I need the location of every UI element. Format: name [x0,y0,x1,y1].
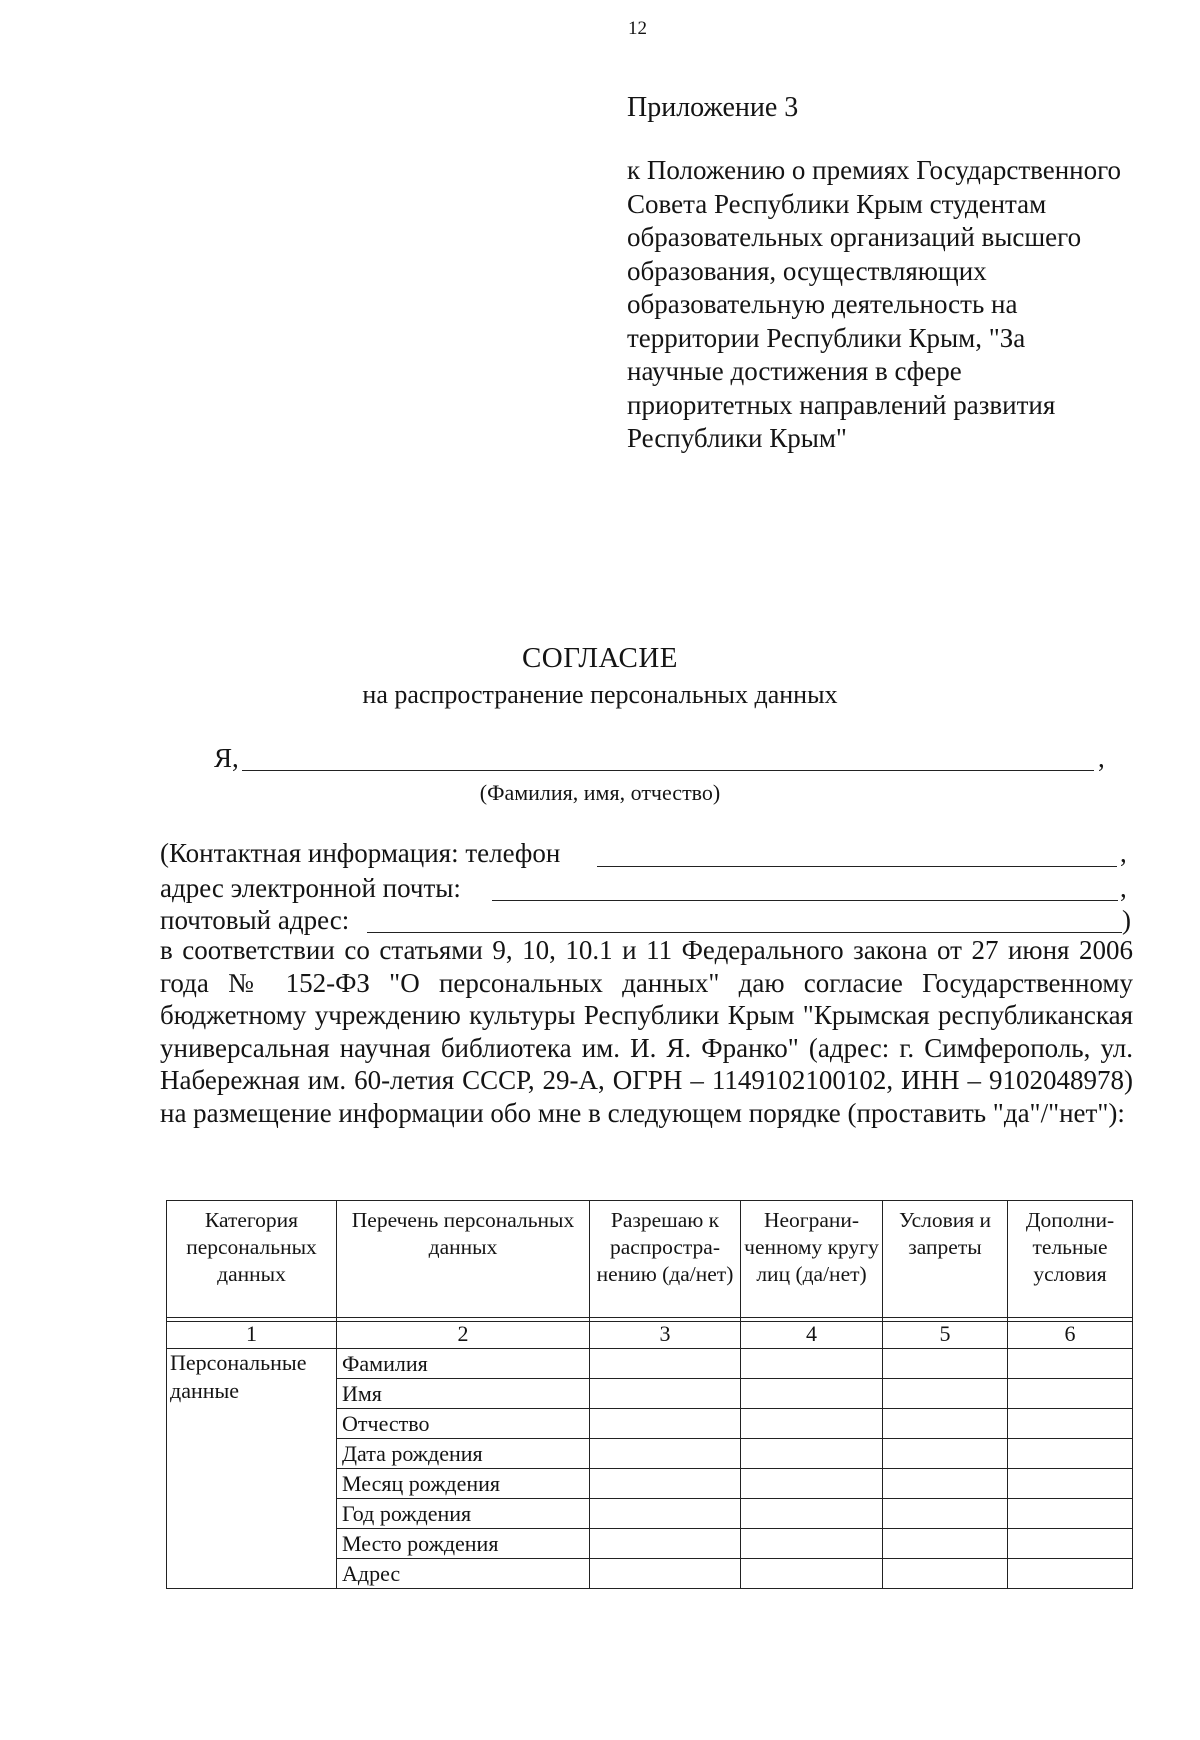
annex-title: Приложение 3 [627,92,799,123]
conditions-cell[interactable] [883,1439,1008,1469]
conditions-cell[interactable] [883,1499,1008,1529]
email-label: адрес электронной почты: [160,873,461,903]
allow-cell[interactable] [590,1409,741,1439]
postal-address-field[interactable] [367,932,1122,933]
consent-table-header [166,1200,1133,1322]
additional-cell[interactable] [1008,1349,1133,1379]
column-number: 2 [337,1318,590,1349]
header-category: Категория персональных данных [167,1201,337,1322]
header-allow: Разрешаю к распростра-нению (да/нет) [590,1201,741,1322]
header-unlimited: Неограни-ченному кругу лиц (да/нет) [741,1201,883,1322]
data-item: Отчество [337,1409,590,1439]
header-additional: Дополни-тельные условия [1008,1201,1133,1322]
unlimited-cell[interactable] [741,1469,883,1499]
allow-cell[interactable] [590,1499,741,1529]
conditions-cell[interactable] [883,1469,1008,1499]
additional-cell[interactable] [1008,1529,1133,1559]
page-number: 12 [628,18,647,39]
email-field[interactable] [492,900,1118,901]
column-number-row [167,1318,1133,1349]
unlimited-cell[interactable] [741,1439,883,1469]
full-name-field[interactable] [242,770,1094,771]
data-item: Год рождения [337,1499,590,1529]
column-number: 6 [1008,1318,1133,1349]
name-suffix: , [1098,743,1105,773]
unlimited-cell[interactable] [741,1499,883,1529]
data-item: Дата рождения [337,1439,590,1469]
additional-cell[interactable] [1008,1379,1133,1409]
annex-text: к Положению о премиях Государственного Совета Республики Крым студентам образовательных организаций высшего образования, осуществляющих образовательную деятельность на территории Республики Крым, "За научные достижения в сфере приоритетных направлений развития Республики Крым" [627,155,1122,453]
data-item: Адрес [337,1559,590,1589]
consent-table [166,1317,1133,1589]
conditions-cell[interactable] [883,1529,1008,1559]
data-item: Имя [337,1379,590,1409]
unlimited-cell[interactable] [741,1379,883,1409]
allow-cell[interactable] [590,1349,741,1379]
allow-cell[interactable] [590,1469,741,1499]
allow-cell[interactable] [590,1529,741,1559]
phone-suffix: , [1120,838,1127,868]
additional-cell[interactable] [1008,1409,1133,1439]
unlimited-cell[interactable] [741,1409,883,1439]
email-suffix: , [1120,873,1127,903]
header-conditions: Условия и запреты [883,1201,1008,1322]
header-data-list: Перечень персональных данных [337,1201,590,1322]
phone-label: (Контактная информация: телефон [160,838,561,868]
allow-cell[interactable] [590,1379,741,1409]
document-title: СОГЛАСИЕ [521,642,679,674]
conditions-cell[interactable] [883,1349,1008,1379]
conditions-cell[interactable] [883,1409,1008,1439]
postal-label: почтовый адрес: [160,905,350,935]
name-prefix: Я, [214,743,239,773]
unlimited-cell[interactable] [741,1529,883,1559]
postal-suffix: ) [1122,905,1131,935]
data-item: Фамилия [337,1349,590,1379]
name-caption: (Фамилия, имя, отчество) [479,780,721,805]
column-number: 1 [167,1318,337,1349]
column-number: 5 [883,1318,1008,1349]
annex-block [627,92,1127,456]
column-number: 3 [590,1318,741,1349]
phone-field[interactable] [597,866,1117,867]
conditions-cell[interactable] [883,1379,1008,1409]
category-cell: Персональные данные [167,1349,337,1589]
additional-cell[interactable] [1008,1439,1133,1469]
unlimited-cell[interactable] [741,1559,883,1589]
additional-cell[interactable] [1008,1499,1133,1529]
column-number: 4 [741,1318,883,1349]
table-row [167,1349,1133,1379]
consent-text: в соответствии со статьями 9, 10, 10.1 и 11 Федерального закона от 27 июня 2006 года № 152-ФЗ "О персональных данных" даю согласие Государственному бюджетному учреждению культуры Республики Крым "Крымская республиканская универсальная научная библиотека им. И. Я. Франко" (адрес: г. Симферополь, ул. Набережная им. 60-летия СССР, 29-А, ОГРН – 1149102100102, ИНН – 9102048978) на размещение информации обо мне в следующем порядке (проставить "да"/"нет"): [160,935,1133,1128]
additional-cell[interactable] [1008,1469,1133,1499]
conditions-cell[interactable] [883,1559,1008,1589]
additional-cell[interactable] [1008,1559,1133,1589]
document-subtitle: на распространение персональных данных [362,680,838,709]
allow-cell[interactable] [590,1439,741,1469]
data-item: Место рождения [337,1529,590,1559]
allow-cell[interactable] [590,1559,741,1589]
data-item: Месяц рождения [337,1469,590,1499]
unlimited-cell[interactable] [741,1349,883,1379]
